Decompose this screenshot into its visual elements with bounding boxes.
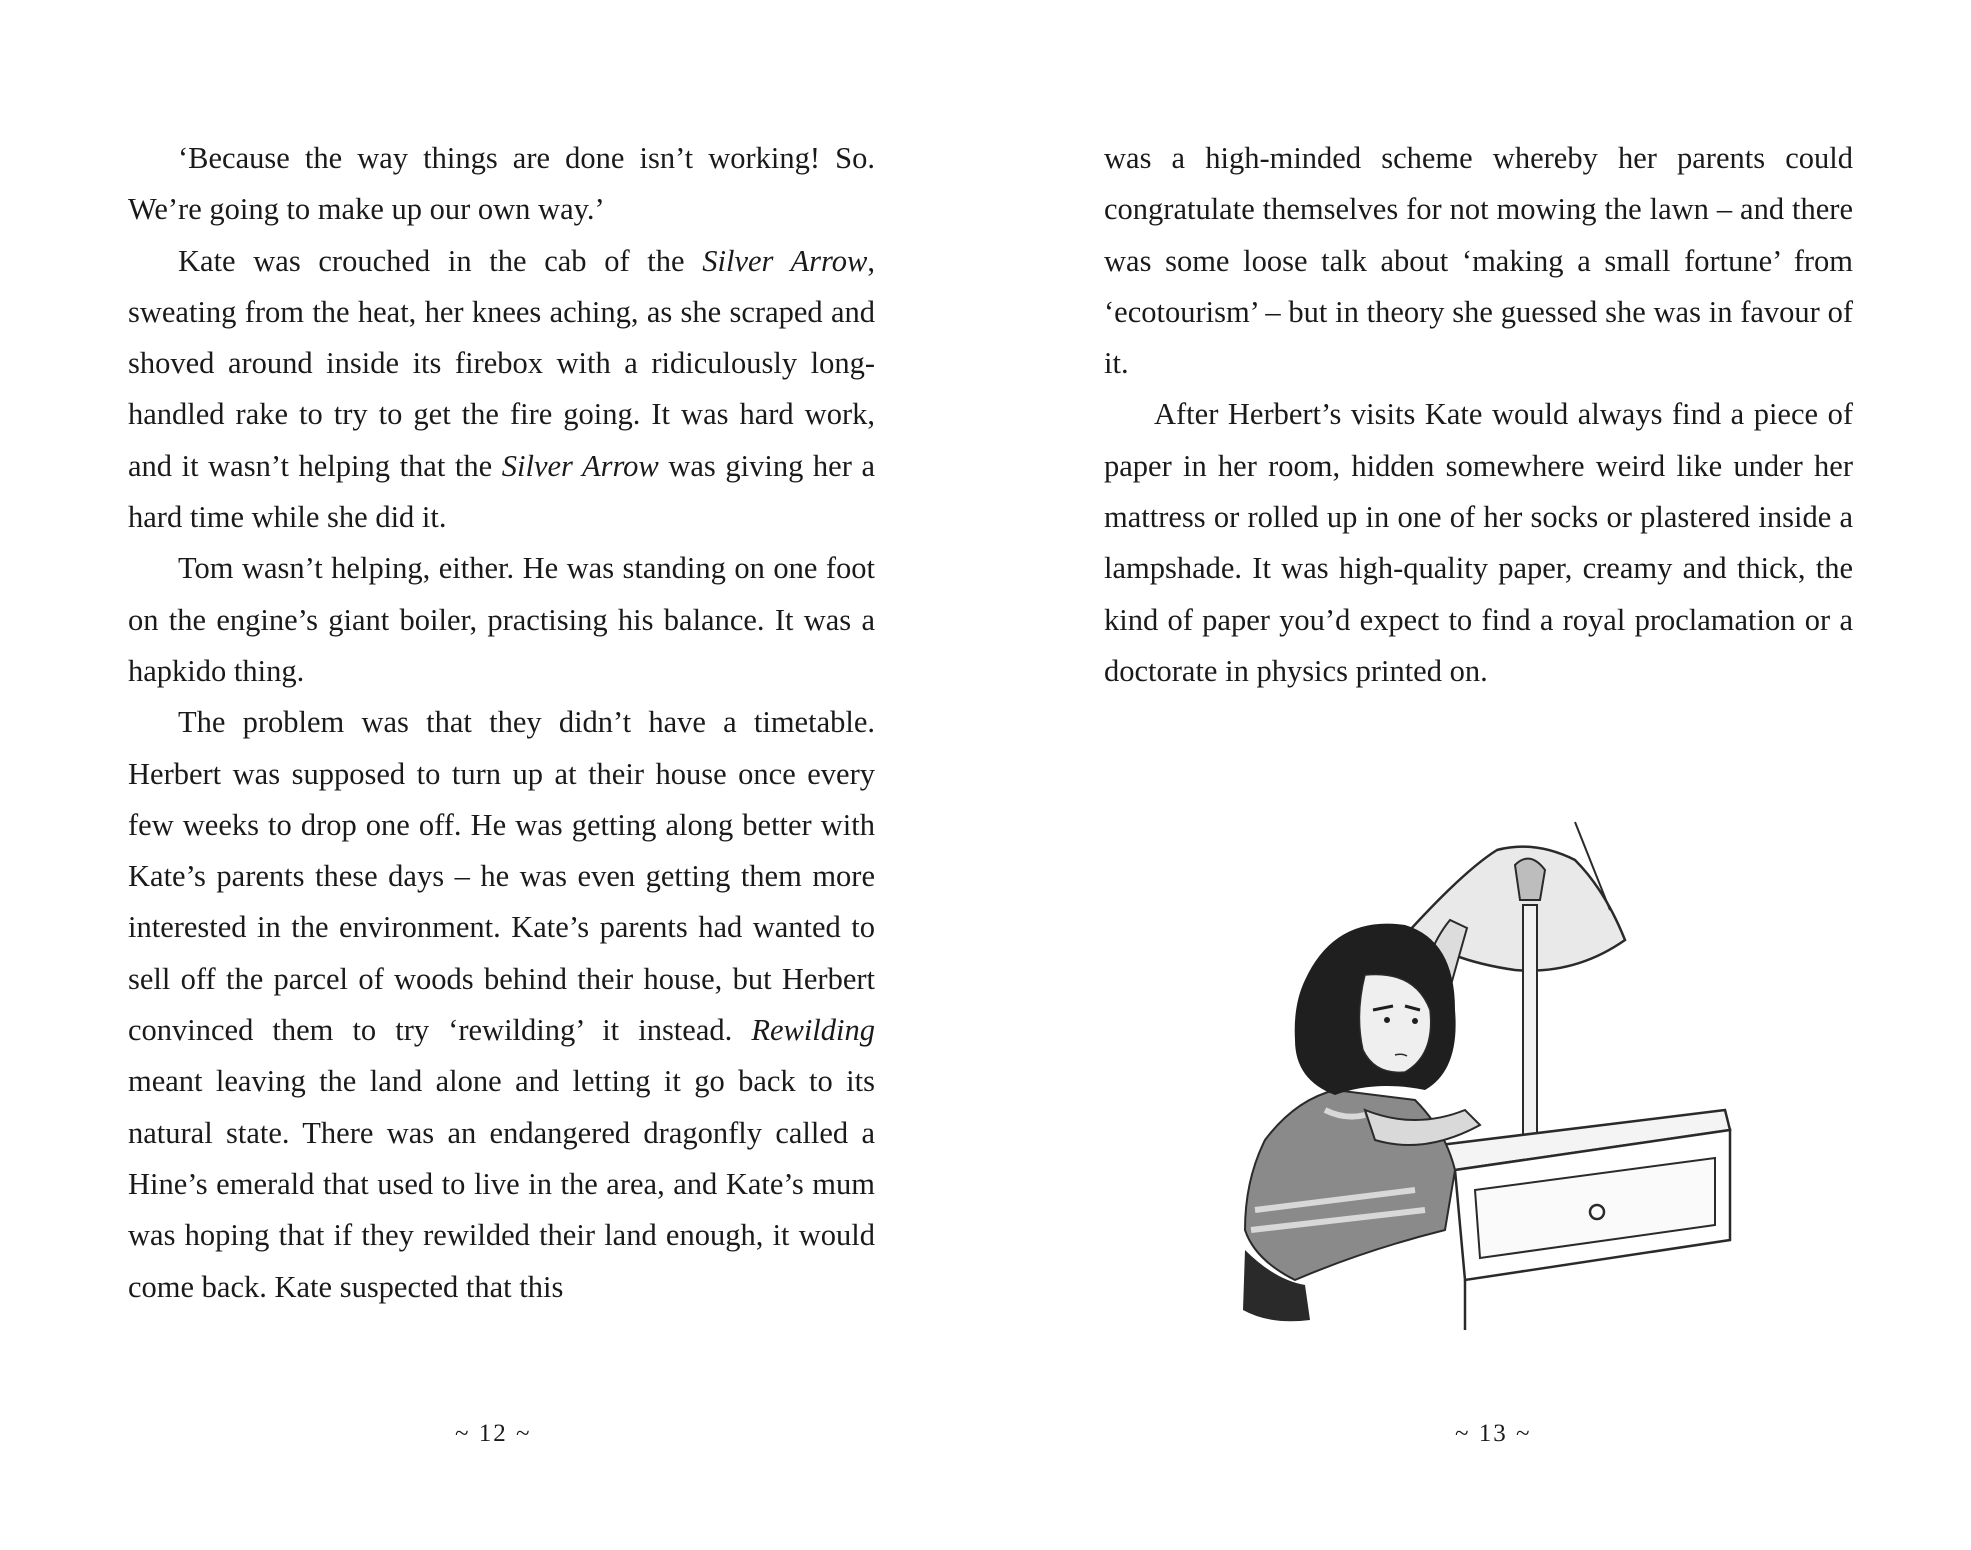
paragraph (128, 697, 875, 1313)
lamp-bulb (1515, 859, 1545, 900)
italic-title: Silver Arrow (501, 448, 659, 483)
text-span: The problem was that they didn’t have a timetable. Herbert was supposed to turn up at their house once every few weeks to drop one off. He was getting along better with Kate’s parents these days – he was even getting them more interested in the environment. Kate’s parents had wanted to sell off the parcel of woods behind their house, but Herbert convinced them to try ‘rewilding’ it instead. (128, 705, 875, 1048)
paragraph: After Herbert’s visits Kate would always find a piece of paper in her room, hidden somewhere weird like under her mattress or rolled up in one of her socks or plastered inside a lampshade. It was high-quality paper, creamy and thick, the kind of paper you’d expect to find a royal proclamation or a doctorate in physics printed on. (1104, 397, 1853, 688)
right-page-text (1104, 133, 1853, 697)
page-number-left: ~ 12 ~ (455, 1420, 532, 1447)
text-span: was giving her a hard time while she did it. (128, 448, 875, 535)
left-page (0, 0, 985, 1550)
lamp-stem (1523, 905, 1537, 1145)
paragraph: ‘Because the way things are done isn’t working! So. We’re going to make up our own way.’ (128, 141, 875, 227)
girl-eye (1412, 1018, 1418, 1024)
page-number-right: ~ 13 ~ (1455, 1420, 1532, 1447)
text-span: meant leaving the land alone and letting it go back to its natural state. There was an endangered dragonfly called a Hine’s emerald that used to live in the area, and Kate’s mum was hoping that if they rewilded their land enough, it would come back. Kate suspected that this (128, 1064, 875, 1304)
paragraph (128, 236, 875, 544)
italic-term: Rewilding (751, 1013, 875, 1048)
right-page (985, 0, 1971, 1550)
italic-title: Silver Arrow (702, 243, 868, 278)
text-span: Kate was crouched in the cab of the (178, 243, 703, 278)
text-span: , sweating from the heat, her knees aching, as she scraped and shoved around inside its firebox with a ridiculously long-handled rake to try to get the fire going. It was hard work, and it wasn’t helping that the (128, 243, 875, 483)
girl-eye (1384, 1017, 1390, 1023)
paragraph: was a high-minded scheme whereby her parents could congratulate themselves for not mowing the lawn – and there was some loose talk about ‘making a small fortune’ from ‘ecotourism’ – but in theory she guessed she was in favour of it. (1104, 141, 1853, 381)
paragraph: Tom wasn’t helping, either. He was standing on one foot on the engine’s giant boiler, practising his balance. It was a hapkido thing. (128, 551, 875, 688)
left-page-text (128, 133, 875, 1313)
drawer-knob (1590, 1205, 1604, 1219)
girl-at-lamp-illustration (1215, 810, 1775, 1340)
